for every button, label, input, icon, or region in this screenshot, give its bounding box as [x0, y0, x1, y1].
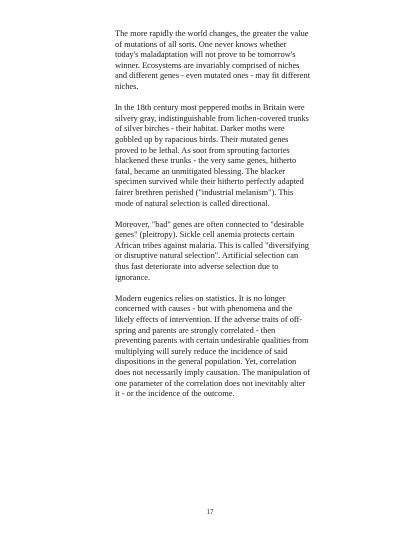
- text-line: and different genes - even mutated ones - may fit different: [115, 71, 311, 81]
- text-line: fatal, became an unmitigated blessing. The blacker: [115, 166, 286, 176]
- text-line: of mutations of all sorts. One never knows whether: [115, 39, 287, 49]
- text-line: silvery gray, indistinguishable from lichen-covered trunks: [115, 113, 309, 123]
- text-line: The more rapidly the world changes, the greater the value: [115, 29, 309, 38]
- text-line: concerned with causes - but with phenomena and the: [115, 304, 293, 314]
- text-line: In the 18th century most peppered moths in Britain were: [115, 103, 305, 113]
- text-line: ignorance.: [115, 272, 151, 282]
- text-line: likely effects of intervention. If the adverse traits of off-: [115, 315, 303, 325]
- text-line: preventing parents with certain undesirable qualities from: [115, 336, 309, 346]
- text-line: African tribes against malaria. This is called "diversifying: [115, 240, 309, 250]
- text-line: one parameter of the correlation does not inevitably alter: [115, 378, 306, 388]
- text-line: multiplying will surely reduce the incidence of said: [115, 346, 288, 356]
- text-line: Modern eugenics relies on statistics. It is no longer: [115, 293, 286, 303]
- text-line: blackened these trunks - the very same genes, hitherto: [115, 156, 297, 166]
- body-text: [115, 29, 343, 410]
- text-line: gobbled up by rapacious birds. Their mutated genes: [115, 134, 289, 144]
- paragraph-modern-eugenics: [115, 294, 343, 400]
- text-line: mode of natural selection is called directional.: [115, 198, 270, 208]
- text-line: or disruptive natural selection". Artificial selection can: [115, 251, 299, 261]
- paragraph-mutations-value: [115, 29, 343, 93]
- paragraph-peppered-moths: [115, 103, 343, 209]
- text-line: winner. Ecosystems are invariably comprised of niches: [115, 60, 300, 70]
- text-line: today's maladaptation will not prove to be tomorrow's: [115, 50, 296, 60]
- text-line: it - or the incidence of the outcome.: [115, 389, 235, 399]
- text-line: spring and parents are strongly correlated - then: [115, 325, 276, 335]
- text-line: specimen survived while their hitherto perfectly adapted: [115, 177, 304, 187]
- text-line: Moreover, "bad" genes are often connected to "desirable: [115, 219, 304, 229]
- text-line: niches.: [115, 81, 139, 91]
- text-line: genes" (pleitropy). Sickle cell anemia protects certain: [115, 230, 295, 240]
- text-line: dispositions in the general population. Yet, correlation: [115, 357, 297, 367]
- text-line: of silver birches - their habitat. Darker moths were: [115, 124, 285, 134]
- text-line: fairer brethren perished ("industrial melanism"). This: [115, 187, 294, 197]
- page-number: 17: [206, 508, 214, 516]
- text-line: thus fast deteriorate into adverse selection due to: [115, 262, 279, 272]
- text-line: does not necessarily imply causation. The manipulation of: [115, 368, 311, 377]
- text-line: proved to be lethal. As soot from sprouting factories: [115, 145, 290, 155]
- paragraph-pleiotropy: [115, 220, 343, 284]
